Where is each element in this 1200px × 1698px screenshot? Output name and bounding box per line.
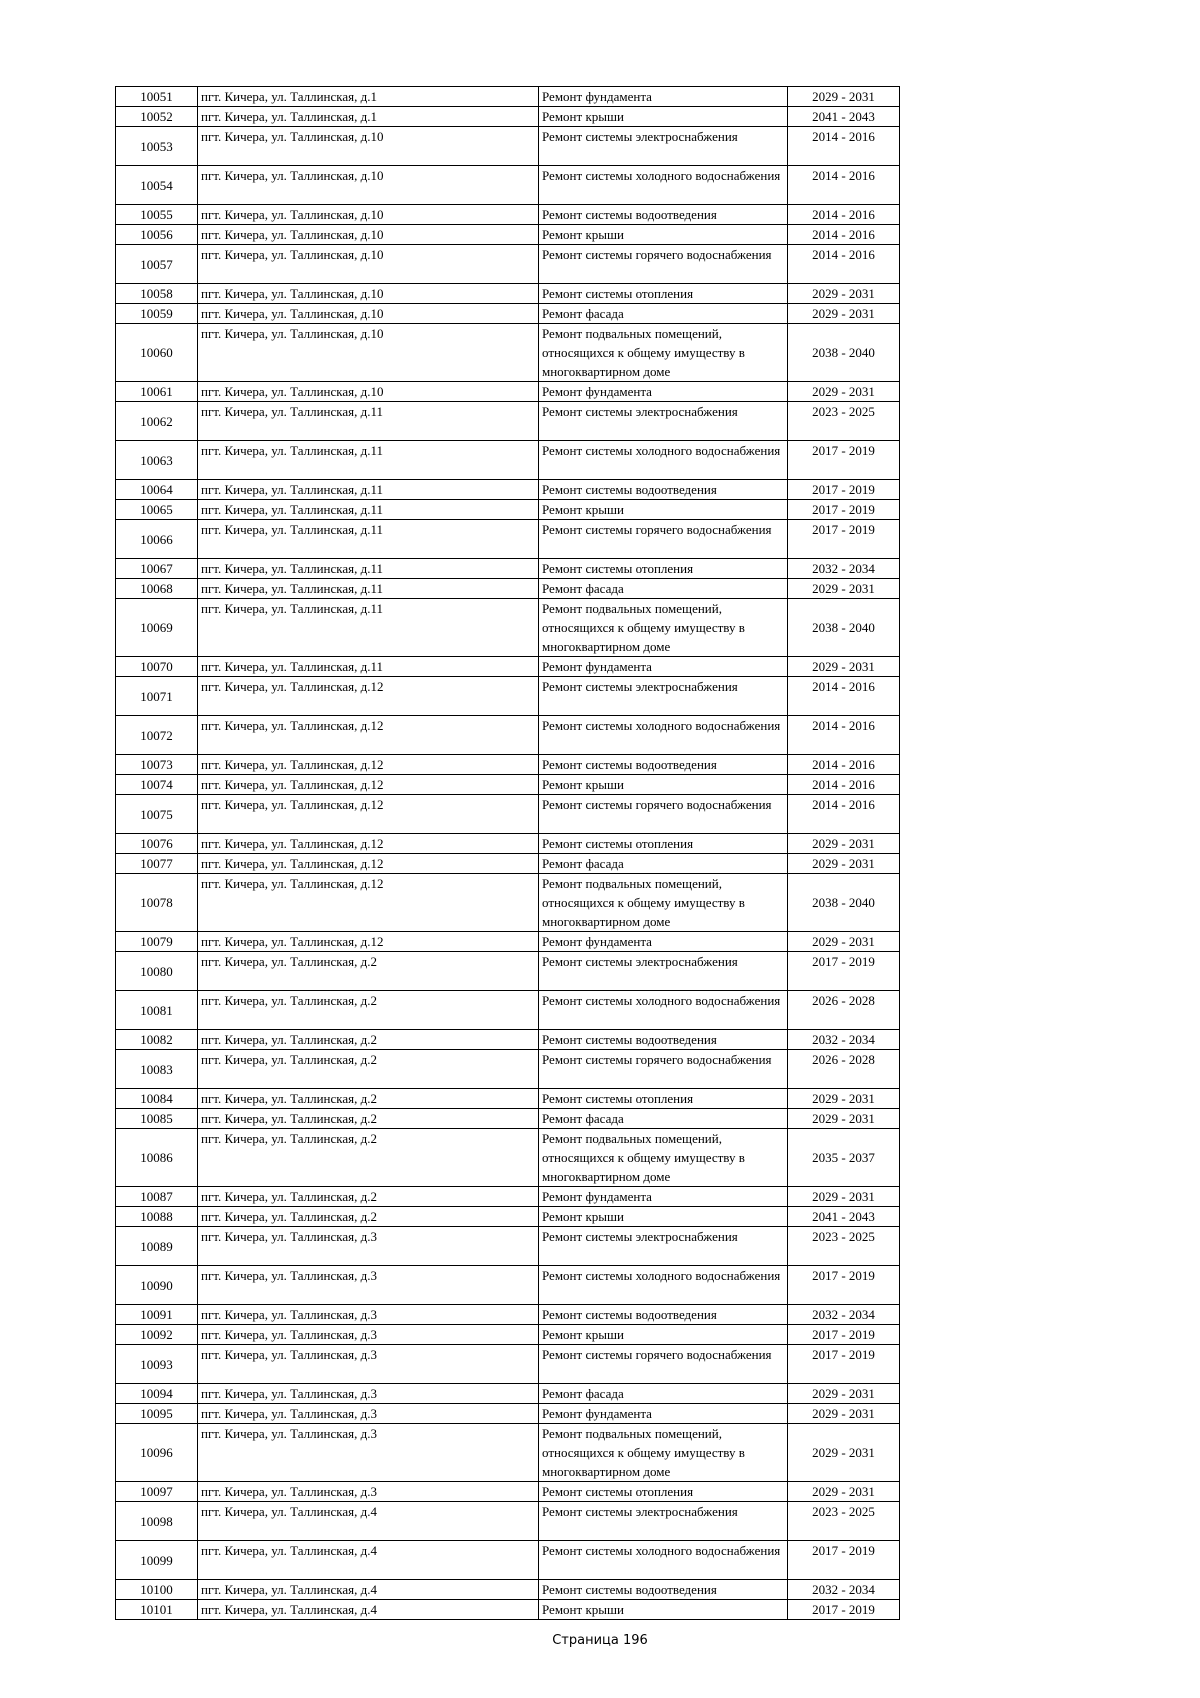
row-number-cell: 10053 — [116, 127, 198, 166]
table-row — [116, 441, 900, 480]
period-cell: 2014 - 2016 — [788, 716, 900, 755]
row-number-cell: 10088 — [116, 1207, 198, 1227]
row-number-cell: 10056 — [116, 225, 198, 245]
period-cell: 2032 - 2034 — [788, 1580, 900, 1600]
table-body — [116, 87, 900, 1620]
row-number-cell: 10096 — [116, 1424, 198, 1482]
period-cell: 2017 - 2019 — [788, 500, 900, 520]
row-number-cell: 10066 — [116, 520, 198, 559]
table-row — [116, 1424, 900, 1482]
address-cell: пгт. Кичера, ул. Таллинская, д.2 — [198, 1187, 539, 1207]
row-number-cell: 10093 — [116, 1345, 198, 1384]
address-cell: пгт. Кичера, ул. Таллинская, д.10 — [198, 205, 539, 225]
period-cell: 2017 - 2019 — [788, 1541, 900, 1580]
period-cell: 2032 - 2034 — [788, 1305, 900, 1325]
work-type-cell: Ремонт подвальных помещений, относящихся к общему имуществу в многоквартирном доме — [539, 1424, 788, 1482]
row-number-cell: 10091 — [116, 1305, 198, 1325]
row-number-cell: 10075 — [116, 795, 198, 834]
address-cell: пгт. Кичера, ул. Таллинская, д.3 — [198, 1325, 539, 1345]
period-cell: 2032 - 2034 — [788, 559, 900, 579]
period-cell: 2017 - 2019 — [788, 952, 900, 991]
period-cell: 2014 - 2016 — [788, 775, 900, 795]
address-cell: пгт. Кичера, ул. Таллинская, д.12 — [198, 677, 539, 716]
address-cell: пгт. Кичера, ул. Таллинская, д.12 — [198, 834, 539, 854]
table-row — [116, 245, 900, 284]
row-number-cell: 10086 — [116, 1129, 198, 1187]
work-type-cell: Ремонт системы горячего водоснабжения — [539, 520, 788, 559]
row-number-cell: 10062 — [116, 402, 198, 441]
period-cell: 2029 - 2031 — [788, 1482, 900, 1502]
work-type-cell: Ремонт фасада — [539, 1109, 788, 1129]
table-row — [116, 382, 900, 402]
row-number-cell: 10099 — [116, 1541, 198, 1580]
address-cell: пгт. Кичера, ул. Таллинская, д.1 — [198, 107, 539, 127]
work-type-cell: Ремонт крыши — [539, 107, 788, 127]
work-type-cell: Ремонт системы электроснабжения — [539, 1502, 788, 1541]
period-cell: 2029 - 2031 — [788, 1424, 900, 1482]
work-type-cell: Ремонт фундамента — [539, 657, 788, 677]
address-cell: пгт. Кичера, ул. Таллинская, д.11 — [198, 500, 539, 520]
table-row — [116, 1305, 900, 1325]
period-cell: 2014 - 2016 — [788, 245, 900, 284]
work-type-cell: Ремонт системы водоотведения — [539, 205, 788, 225]
address-cell: пгт. Кичера, ул. Таллинская, д.10 — [198, 284, 539, 304]
table-row — [116, 991, 900, 1030]
row-number-cell: 10072 — [116, 716, 198, 755]
address-cell: пгт. Кичера, ул. Таллинская, д.12 — [198, 755, 539, 775]
row-number-cell: 10090 — [116, 1266, 198, 1305]
row-number-cell: 10076 — [116, 834, 198, 854]
row-number-cell: 10100 — [116, 1580, 198, 1600]
address-cell: пгт. Кичера, ул. Таллинская, д.3 — [198, 1266, 539, 1305]
address-cell: пгт. Кичера, ул. Таллинская, д.4 — [198, 1541, 539, 1580]
work-type-cell: Ремонт фундамента — [539, 87, 788, 107]
address-cell: пгт. Кичера, ул. Таллинская, д.10 — [198, 225, 539, 245]
address-cell: пгт. Кичера, ул. Таллинская, д.4 — [198, 1600, 539, 1620]
table-row — [116, 402, 900, 441]
address-cell: пгт. Кичера, ул. Таллинская, д.1 — [198, 87, 539, 107]
table-row — [116, 834, 900, 854]
period-cell: 2026 - 2028 — [788, 1050, 900, 1089]
period-cell: 2017 - 2019 — [788, 520, 900, 559]
period-cell: 2041 - 2043 — [788, 107, 900, 127]
table-row — [116, 1600, 900, 1620]
period-cell: 2026 - 2028 — [788, 991, 900, 1030]
row-number-cell: 10087 — [116, 1187, 198, 1207]
row-number-cell: 10080 — [116, 952, 198, 991]
table-row — [116, 225, 900, 245]
work-type-cell: Ремонт крыши — [539, 1600, 788, 1620]
period-cell: 2014 - 2016 — [788, 166, 900, 205]
work-type-cell: Ремонт системы электроснабжения — [539, 402, 788, 441]
work-type-cell: Ремонт подвальных помещений, относящихся к общему имуществу в многоквартирном доме — [539, 599, 788, 657]
table-row — [116, 1030, 900, 1050]
table-row — [116, 716, 900, 755]
period-cell: 2029 - 2031 — [788, 932, 900, 952]
table-row — [116, 599, 900, 657]
period-cell: 2014 - 2016 — [788, 225, 900, 245]
address-cell: пгт. Кичера, ул. Таллинская, д.12 — [198, 874, 539, 932]
row-number-cell: 10092 — [116, 1325, 198, 1345]
address-cell: пгт. Кичера, ул. Таллинская, д.12 — [198, 795, 539, 834]
table-row — [116, 579, 900, 599]
address-cell: пгт. Кичера, ул. Таллинская, д.12 — [198, 932, 539, 952]
address-cell: пгт. Кичера, ул. Таллинская, д.2 — [198, 952, 539, 991]
work-type-cell: Ремонт системы отопления — [539, 1089, 788, 1109]
period-cell: 2029 - 2031 — [788, 834, 900, 854]
address-cell: пгт. Кичера, ул. Таллинская, д.11 — [198, 520, 539, 559]
work-type-cell: Ремонт системы горячего водоснабжения — [539, 795, 788, 834]
address-cell: пгт. Кичера, ул. Таллинская, д.11 — [198, 441, 539, 480]
period-cell: 2029 - 2031 — [788, 1384, 900, 1404]
work-type-cell: Ремонт системы холодного водоснабжения — [539, 166, 788, 205]
table-row — [116, 1266, 900, 1305]
row-number-cell: 10098 — [116, 1502, 198, 1541]
row-number-cell: 10073 — [116, 755, 198, 775]
address-cell: пгт. Кичера, ул. Таллинская, д.11 — [198, 559, 539, 579]
address-cell: пгт. Кичера, ул. Таллинская, д.11 — [198, 599, 539, 657]
table-row — [116, 755, 900, 775]
table-row — [116, 854, 900, 874]
row-number-cell: 10059 — [116, 304, 198, 324]
row-number-cell: 10085 — [116, 1109, 198, 1129]
table-row — [116, 1580, 900, 1600]
period-cell: 2014 - 2016 — [788, 677, 900, 716]
table-row — [116, 1541, 900, 1580]
work-type-cell: Ремонт системы водоотведения — [539, 1580, 788, 1600]
row-number-cell: 10051 — [116, 87, 198, 107]
period-cell: 2038 - 2040 — [788, 324, 900, 382]
address-cell: пгт. Кичера, ул. Таллинская, д.3 — [198, 1384, 539, 1404]
row-number-cell: 10052 — [116, 107, 198, 127]
table-row — [116, 284, 900, 304]
row-number-cell: 10055 — [116, 205, 198, 225]
row-number-cell: 10071 — [116, 677, 198, 716]
period-cell: 2029 - 2031 — [788, 87, 900, 107]
row-number-cell: 10082 — [116, 1030, 198, 1050]
work-type-cell: Ремонт фасада — [539, 854, 788, 874]
period-cell: 2017 - 2019 — [788, 1325, 900, 1345]
work-type-cell: Ремонт крыши — [539, 775, 788, 795]
address-cell: пгт. Кичера, ул. Таллинская, д.4 — [198, 1502, 539, 1541]
address-cell: пгт. Кичера, ул. Таллинская, д.11 — [198, 402, 539, 441]
work-type-cell: Ремонт крыши — [539, 500, 788, 520]
row-number-cell: 10077 — [116, 854, 198, 874]
row-number-cell: 10057 — [116, 245, 198, 284]
row-number-cell: 10089 — [116, 1227, 198, 1266]
work-type-cell: Ремонт системы электроснабжения — [539, 677, 788, 716]
period-cell: 2014 - 2016 — [788, 205, 900, 225]
work-type-cell: Ремонт системы горячего водоснабжения — [539, 1050, 788, 1089]
period-cell: 2035 - 2037 — [788, 1129, 900, 1187]
work-type-cell: Ремонт крыши — [539, 1325, 788, 1345]
table-row — [116, 657, 900, 677]
table-row — [116, 1227, 900, 1266]
table-row — [116, 127, 900, 166]
work-type-cell: Ремонт подвальных помещений, относящихся к общему имуществу в многоквартирном доме — [539, 324, 788, 382]
address-cell: пгт. Кичера, ул. Таллинская, д.3 — [198, 1227, 539, 1266]
work-type-cell: Ремонт фундамента — [539, 932, 788, 952]
work-type-cell: Ремонт системы холодного водоснабжения — [539, 991, 788, 1030]
row-number-cell: 10069 — [116, 599, 198, 657]
period-cell: 2029 - 2031 — [788, 382, 900, 402]
table-row — [116, 1129, 900, 1187]
address-cell: пгт. Кичера, ул. Таллинская, д.3 — [198, 1345, 539, 1384]
row-number-cell: 10081 — [116, 991, 198, 1030]
period-cell: 2023 - 2025 — [788, 1502, 900, 1541]
row-number-cell: 10078 — [116, 874, 198, 932]
row-number-cell: 10065 — [116, 500, 198, 520]
address-cell: пгт. Кичера, ул. Таллинская, д.3 — [198, 1305, 539, 1325]
row-number-cell: 10058 — [116, 284, 198, 304]
table-row — [116, 304, 900, 324]
address-cell: пгт. Кичера, ул. Таллинская, д.10 — [198, 382, 539, 402]
table-row — [116, 1050, 900, 1089]
address-cell: пгт. Кичера, ул. Таллинская, д.2 — [198, 991, 539, 1030]
work-type-cell: Ремонт фундамента — [539, 1404, 788, 1424]
period-cell: 2017 - 2019 — [788, 1600, 900, 1620]
table-row — [116, 1502, 900, 1541]
table-row — [116, 500, 900, 520]
work-type-cell: Ремонт системы водоотведения — [539, 755, 788, 775]
address-cell: пгт. Кичера, ул. Таллинская, д.10 — [198, 324, 539, 382]
period-cell: 2029 - 2031 — [788, 1089, 900, 1109]
row-number-cell: 10067 — [116, 559, 198, 579]
period-cell: 2038 - 2040 — [788, 874, 900, 932]
work-type-cell: Ремонт системы горячего водоснабжения — [539, 245, 788, 284]
period-cell: 2017 - 2019 — [788, 441, 900, 480]
work-type-cell: Ремонт подвальных помещений, относящихся к общему имуществу в многоквартирном доме — [539, 874, 788, 932]
work-type-cell: Ремонт подвальных помещений, относящихся к общему имуществу в многоквартирном доме — [539, 1129, 788, 1187]
address-cell: пгт. Кичера, ул. Таллинская, д.2 — [198, 1109, 539, 1129]
table-row — [116, 1325, 900, 1345]
table-row — [116, 520, 900, 559]
period-cell: 2029 - 2031 — [788, 854, 900, 874]
table-row — [116, 205, 900, 225]
address-cell: пгт. Кичера, ул. Таллинская, д.12 — [198, 775, 539, 795]
table-row — [116, 775, 900, 795]
row-number-cell: 10097 — [116, 1482, 198, 1502]
period-cell: 2041 - 2043 — [788, 1207, 900, 1227]
period-cell: 2029 - 2031 — [788, 1109, 900, 1129]
row-number-cell: 10063 — [116, 441, 198, 480]
period-cell: 2023 - 2025 — [788, 402, 900, 441]
row-number-cell: 10064 — [116, 480, 198, 500]
work-type-cell: Ремонт системы холодного водоснабжения — [539, 441, 788, 480]
work-type-cell: Ремонт фундамента — [539, 382, 788, 402]
work-type-cell: Ремонт системы горячего водоснабжения — [539, 1345, 788, 1384]
address-cell: пгт. Кичера, ул. Таллинская, д.2 — [198, 1089, 539, 1109]
work-type-cell: Ремонт фасада — [539, 1384, 788, 1404]
work-type-cell: Ремонт системы холодного водоснабжения — [539, 1541, 788, 1580]
row-number-cell: 10079 — [116, 932, 198, 952]
table-row — [116, 166, 900, 205]
table-row — [116, 874, 900, 932]
table-row — [116, 1207, 900, 1227]
row-number-cell: 10083 — [116, 1050, 198, 1089]
period-cell: 2014 - 2016 — [788, 795, 900, 834]
period-cell: 2017 - 2019 — [788, 1345, 900, 1384]
work-type-cell: Ремонт фасада — [539, 579, 788, 599]
period-cell: 2017 - 2019 — [788, 1266, 900, 1305]
work-type-cell: Ремонт системы холодного водоснабжения — [539, 1266, 788, 1305]
table-row — [116, 1089, 900, 1109]
address-cell: пгт. Кичера, ул. Таллинская, д.12 — [198, 854, 539, 874]
row-number-cell: 10095 — [116, 1404, 198, 1424]
period-cell: 2029 - 2031 — [788, 284, 900, 304]
table-row — [116, 1345, 900, 1384]
period-cell: 2014 - 2016 — [788, 127, 900, 166]
row-number-cell: 10068 — [116, 579, 198, 599]
period-cell: 2032 - 2034 — [788, 1030, 900, 1050]
address-cell: пгт. Кичера, ул. Таллинская, д.2 — [198, 1030, 539, 1050]
repair-schedule-table — [115, 86, 900, 1620]
row-number-cell: 10060 — [116, 324, 198, 382]
work-type-cell: Ремонт системы электроснабжения — [539, 952, 788, 991]
table-row — [116, 1384, 900, 1404]
work-type-cell: Ремонт крыши — [539, 1207, 788, 1227]
work-type-cell: Ремонт системы электроснабжения — [539, 1227, 788, 1266]
table-row — [116, 559, 900, 579]
period-cell: 2029 - 2031 — [788, 304, 900, 324]
period-cell: 2017 - 2019 — [788, 480, 900, 500]
row-number-cell: 10094 — [116, 1384, 198, 1404]
work-type-cell: Ремонт системы водоотведения — [539, 1305, 788, 1325]
row-number-cell: 10084 — [116, 1089, 198, 1109]
work-type-cell: Ремонт системы отопления — [539, 1482, 788, 1502]
work-type-cell: Ремонт системы отопления — [539, 559, 788, 579]
page-number: Страница 196 — [552, 1633, 648, 1648]
period-cell: 2029 - 2031 — [788, 1187, 900, 1207]
period-cell: 2014 - 2016 — [788, 755, 900, 775]
row-number-cell: 10061 — [116, 382, 198, 402]
address-cell: пгт. Кичера, ул. Таллинская, д.4 — [198, 1580, 539, 1600]
address-cell: пгт. Кичера, ул. Таллинская, д.10 — [198, 304, 539, 324]
address-cell: пгт. Кичера, ул. Таллинская, д.3 — [198, 1404, 539, 1424]
address-cell: пгт. Кичера, ул. Таллинская, д.10 — [198, 166, 539, 205]
work-type-cell: Ремонт крыши — [539, 225, 788, 245]
table-row — [116, 1187, 900, 1207]
row-number-cell: 10070 — [116, 657, 198, 677]
address-cell: пгт. Кичера, ул. Таллинская, д.2 — [198, 1207, 539, 1227]
address-cell: пгт. Кичера, ул. Таллинская, д.12 — [198, 716, 539, 755]
address-cell: пгт. Кичера, ул. Таллинская, д.11 — [198, 657, 539, 677]
address-cell: пгт. Кичера, ул. Таллинская, д.10 — [198, 127, 539, 166]
work-type-cell: Ремонт системы холодного водоснабжения — [539, 716, 788, 755]
period-cell: 2023 - 2025 — [788, 1227, 900, 1266]
work-type-cell: Ремонт системы отопления — [539, 284, 788, 304]
period-cell: 2029 - 2031 — [788, 657, 900, 677]
table-row — [116, 677, 900, 716]
address-cell: пгт. Кичера, ул. Таллинская, д.10 — [198, 245, 539, 284]
period-cell: 2038 - 2040 — [788, 599, 900, 657]
address-cell: пгт. Кичера, ул. Таллинская, д.11 — [198, 579, 539, 599]
table-row — [116, 1482, 900, 1502]
table-row — [116, 932, 900, 952]
table-row — [116, 1404, 900, 1424]
work-type-cell: Ремонт системы электроснабжения — [539, 127, 788, 166]
table-row — [116, 107, 900, 127]
address-cell: пгт. Кичера, ул. Таллинская, д.3 — [198, 1424, 539, 1482]
row-number-cell: 10101 — [116, 1600, 198, 1620]
address-cell: пгт. Кичера, ул. Таллинская, д.11 — [198, 480, 539, 500]
table-row — [116, 480, 900, 500]
work-type-cell: Ремонт фасада — [539, 304, 788, 324]
work-type-cell: Ремонт системы отопления — [539, 834, 788, 854]
work-type-cell: Ремонт системы водоотведения — [539, 480, 788, 500]
period-cell: 2029 - 2031 — [788, 1404, 900, 1424]
table-row — [116, 795, 900, 834]
address-cell: пгт. Кичера, ул. Таллинская, д.3 — [198, 1482, 539, 1502]
row-number-cell: 10074 — [116, 775, 198, 795]
row-number-cell: 10054 — [116, 166, 198, 205]
period-cell: 2029 - 2031 — [788, 579, 900, 599]
address-cell: пгт. Кичера, ул. Таллинская, д.2 — [198, 1129, 539, 1187]
table-row — [116, 1109, 900, 1129]
table-row — [116, 324, 900, 382]
table-row — [116, 87, 900, 107]
address-cell: пгт. Кичера, ул. Таллинская, д.2 — [198, 1050, 539, 1089]
work-type-cell: Ремонт системы водоотведения — [539, 1030, 788, 1050]
work-type-cell: Ремонт фундамента — [539, 1187, 788, 1207]
table-row — [116, 952, 900, 991]
